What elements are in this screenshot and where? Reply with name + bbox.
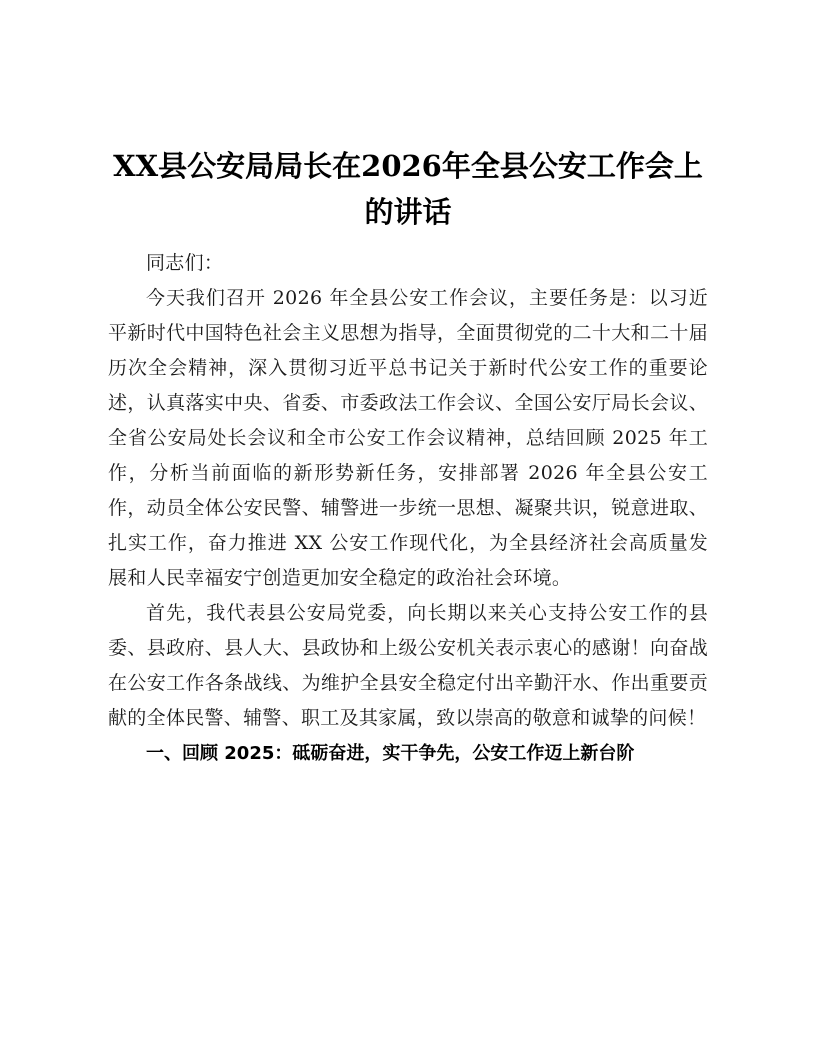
paragraph-opening: 今天我们召开 2026 年全县公安工作会议，主要任务是：以习近平新时代中国特色社会主义思想为指导，全面贯彻党的二十大和二十届历次全会精神，深入贯彻习近平总书记关于新时代公安工作的重要论述，认真落实中央、省委、市委政法工作会议、全国公安厅局长会议、全省公安局处长会议和全市公安工作会议精神，总结回顾 2025 年工作，分析当前面临的新形势新任务，安排部署 2026 年全县公安工作，动员全体公安民警、辅警进一步统一思想、凝聚共识，锐意进取、扎实工作，奋力推进 XX 公安工作现代化，为全县经济社会高质量发展和人民幸福安宁创造更加安全稳定的政治社会环境。 [108, 287, 708, 589]
section-heading: 一、回顾 2025：砥砺奋进，实干争先，公安工作迈上新台阶 [146, 743, 635, 764]
paragraph-thanks: 首先，我代表县公安局党委，向长期以来关心支持公安工作的县委、县政府、县人大、县政协和上级公安机关表示衷心的感谢！向奋战在公安工作各条战线、为维护全县安全稳定付出辛勤汗水、作出重要贡献的全体民警、辅警、职工及其家属，致以崇高的敬意和诚挚的问候！ [108, 602, 708, 729]
document-body [108, 246, 708, 771]
greeting: 同志们： [146, 252, 224, 274]
document-title: XX县公安局局长在2026年全县公安工作会上的讲话 [113, 149, 703, 229]
